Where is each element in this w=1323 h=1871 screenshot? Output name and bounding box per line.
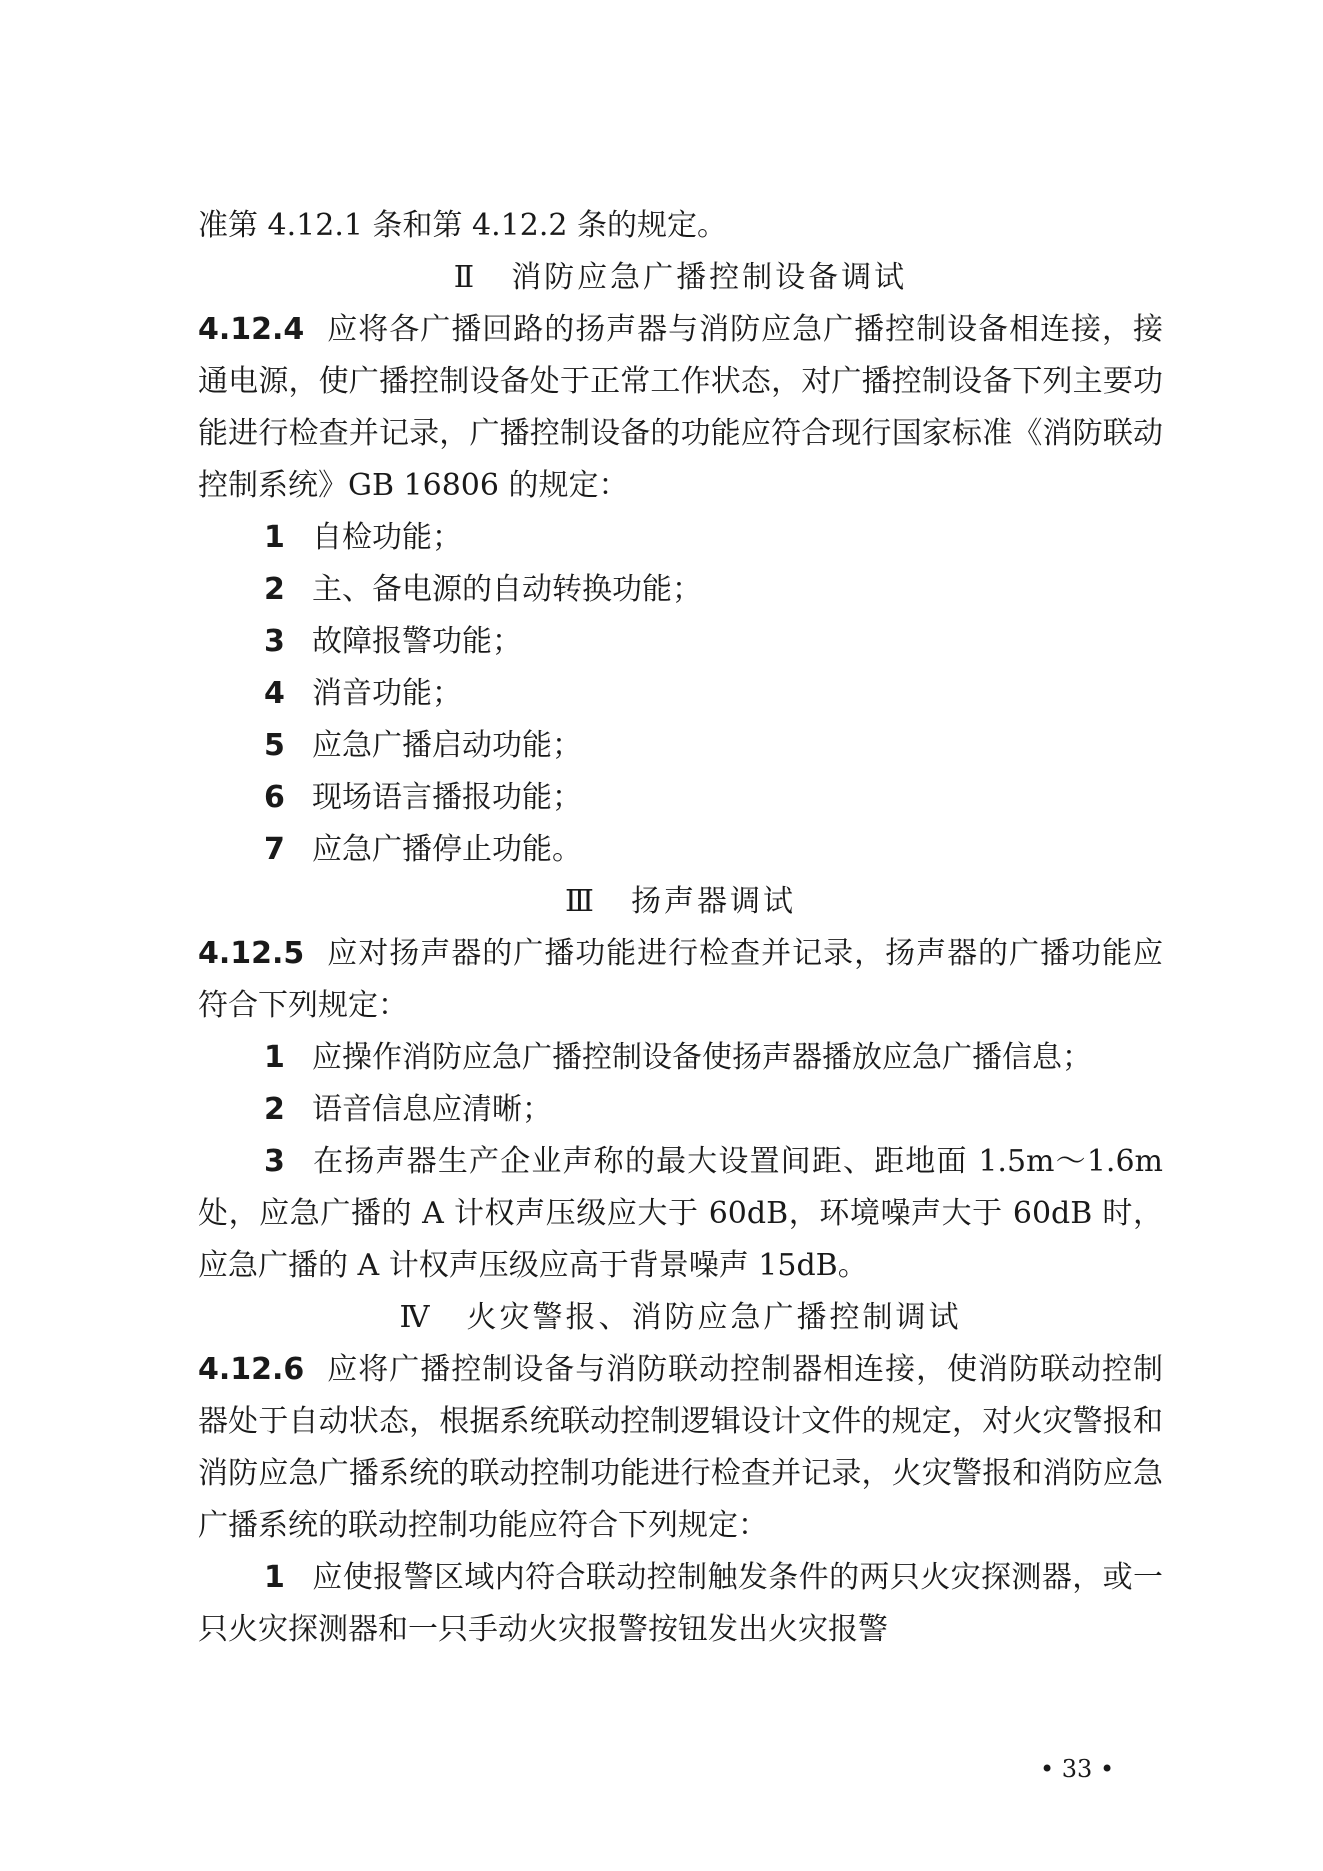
section-title: 扬声器调试: [630, 884, 796, 919]
page-number: • 33 •: [1040, 1755, 1115, 1783]
section-title: 火灾警报、消防应急广播控制调试: [466, 1300, 962, 1335]
item-text: 应操作消防应急广播控制设备使扬声器播放应急广播信息；: [312, 1040, 1092, 1075]
continued-text: 准第 4.12.1 条和第 4.12.2 条的规定。: [198, 208, 727, 243]
clause-text: 应对扬声器的广播功能进行检查并记录，扬声器的广播功能应符合下列规定：: [198, 936, 1163, 1023]
item-text: 现场语言播报功能；: [312, 780, 582, 815]
section-heading: [198, 876, 1163, 928]
list-item: [198, 1032, 1163, 1084]
section-heading: [198, 252, 1163, 304]
item-number: 5: [264, 728, 285, 763]
clause-number: 4.12.4: [198, 312, 305, 347]
item-text: 故障报警功能；: [312, 624, 522, 659]
item-number: 4: [264, 676, 285, 711]
clause: [198, 928, 1163, 1032]
item-text: 在扬声器生产企业声称的最大设置间距、距地面 1.5m～1.6m 处，应急广播的 A 计权声压级应大于 60dB，环境噪声大于 60dB 时，应急广播的 A 计权声压级应高于背景噪声 15dB。: [198, 1144, 1163, 1283]
list-item: [198, 1136, 1163, 1292]
list-item: [198, 1552, 1163, 1656]
item-number: 2: [264, 572, 285, 607]
item-text: 应急广播启动功能；: [312, 728, 582, 763]
item-number: 7: [264, 832, 285, 867]
list-item: [198, 616, 1163, 668]
item-text: 语音信息应清晰；: [312, 1092, 552, 1127]
item-text: 自检功能；: [312, 520, 462, 555]
list-item: [198, 720, 1163, 772]
list-item: [198, 512, 1163, 564]
item-number: 1: [264, 1560, 285, 1595]
item-number: 1: [264, 520, 285, 555]
section-roman: Ⅲ: [565, 884, 597, 919]
section-roman: Ⅳ: [399, 1300, 433, 1335]
clause-number: 4.12.5: [198, 936, 305, 971]
document-page: [198, 200, 1163, 1656]
list-item: [198, 1084, 1163, 1136]
item-number: 6: [264, 780, 285, 815]
section-title: 消防应急广播控制设备调试: [511, 260, 908, 295]
section-heading: [198, 1292, 1163, 1344]
item-text: 应使报警区域内符合联动控制触发条件的两只火灾探测器，或一只火灾探测器和一只手动火灾报警按钮发出火灾报警: [198, 1560, 1163, 1647]
item-text: 应急广播停止功能。: [312, 832, 582, 867]
list-item: [198, 824, 1163, 876]
clause-text: 应将各广播回路的扬声器与消防应急广播控制设备相连接，接通电源，使广播控制设备处于正常工作状态，对广播控制设备下列主要功能进行检查并记录，广播控制设备的功能应符合现行国家标准《消防联动控制系统》GB 16806 的规定：: [198, 312, 1163, 503]
item-text: 消音功能；: [312, 676, 462, 711]
item-number: 1: [264, 1040, 285, 1075]
list-item: [198, 668, 1163, 720]
list-item: [198, 772, 1163, 824]
clause: [198, 304, 1163, 512]
item-number: 3: [264, 1144, 285, 1179]
clause-number: 4.12.6: [198, 1352, 305, 1387]
clause-text: 应将广播控制设备与消防联动控制器相连接，使消防联动控制器处于自动状态，根据系统联动控制逻辑设计文件的规定，对火灾警报和消防应急广播系统的联动控制功能进行检查并记录，火灾警报和消防应急广播系统的联动控制功能应符合下列规定：: [198, 1352, 1163, 1543]
list-item: [198, 564, 1163, 616]
clause: [198, 1344, 1163, 1552]
item-number: 2: [264, 1092, 285, 1127]
item-number: 3: [264, 624, 285, 659]
section-roman: Ⅱ: [453, 260, 478, 295]
item-text: 主、备电源的自动转换功能；: [312, 572, 702, 607]
